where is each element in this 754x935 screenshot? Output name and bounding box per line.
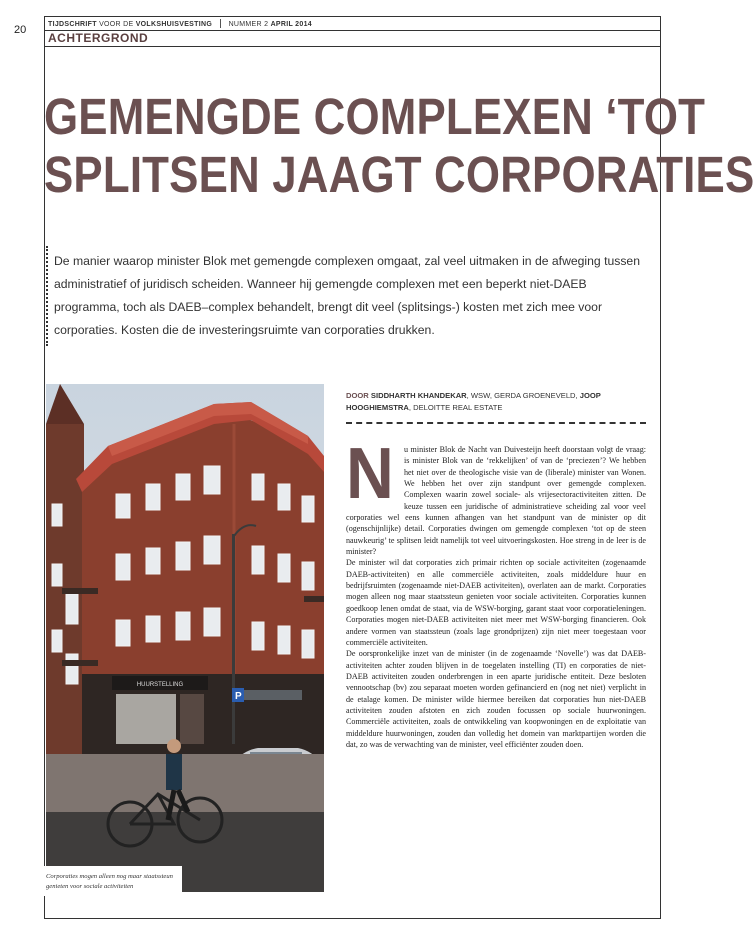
article-body [346, 434, 646, 750]
issue-date: APRIL 2014 [270, 21, 312, 28]
article-photo [46, 384, 324, 892]
header-rule-bottom [44, 46, 661, 47]
body-paragraph-3: De oorspronkelijke inzet van de minister (in de zogenaamde ‘Novelle’) was dat DAEB-activiteiten achter zouden blijven in de toegelaten instelling (TI) en corporaties de niet-DAEB activiteiten zouden onderbrengen in een aparte juridische entiteit. Deze besloten vennootschap (bv) zou separaat moeten worden gefinancierd en (nog net niet) verplicht in de etalage komen. De minister wilde hiermee bereiken dat corporaties hun niet-DAEB activiteiten zouden afstoten en zich zouden focussen op sociale huurwoningen. Commerciële activiteiten, zoals de ontwikkeling van koopwoningen en de exploitatie van middeldure huurwoningen, zouden dan volledig het domein van marktpartijen worden die dat, zo was de verwachting van de minister, veel efficiënter zouden doen. [346, 649, 646, 749]
article-intro: De manier waarop minister Blok met gemengde complexen omgaat, zal veel uitmaken in de afweging tussen administratief of juridisch scheiden. Wanneer hij gemengde complexen met een beperkt niet-DAEB programma, toch als DAEB–complex behandelt, brengt dit veel (splitsings-) kosten met zich mee voor corporaties. Kosten die de investeringsruimte van corporaties drukken. [54, 254, 640, 337]
byline [346, 390, 646, 414]
publication-name-bold-2: VOLKSHUISVESTING [135, 21, 213, 28]
byline-dashed-rule [346, 422, 646, 424]
parking-sign-glyph: P [235, 691, 242, 702]
article-headline [44, 88, 754, 204]
headline-line-1: GEMENGDE COMPLEXEN ‘TOT [44, 88, 706, 145]
byline-label: DOOR [346, 391, 369, 400]
intro-dotted-bar [46, 246, 48, 346]
page-number: 20 [14, 24, 27, 36]
building-photo-illustration [46, 384, 324, 892]
byline-org-2: , DELOITTE REAL ESTATE [408, 403, 503, 412]
header-rule-top [44, 16, 661, 17]
byline-author-2: JOOP HOOGHIEMSTRA [346, 391, 601, 412]
header-divider [220, 19, 221, 28]
byline-org-1: , WSW, GERDA GROENEVELD, [466, 391, 580, 400]
issue-number: NUMMER 2 [228, 21, 269, 28]
byline-author-1: SIDDHARTH KHANDEKAR [370, 391, 467, 400]
drop-cap: N [346, 434, 394, 514]
running-header [48, 19, 312, 28]
bottom-frame-line [44, 918, 661, 919]
body-paragraph-2: De minister wil dat corporaties zich primair richten op sociale activiteiten (zogenaamde DAEB-activiteiten) en alle commerciële activiteiten, zoals middeldure huur en bedrijfsruimten (zogenaamde niet-DAEB activiteiten), overlaten aan de markt. Corporaties mogen alleen nog maar staatssteun genieten voor sociale activiteiten. Corporaties kunnen goedkoop lenen omdat de staat, via de WSW-borging, garant staat voor corporatieleningen. Corporaties mogen niet-DAEB activiteiten niet meer met WSW-borging financieren. Ook andere vormen van staatssteun (zoals lage grondprijzen) zijn niet meer toegestaan voor commerciële activiteiten. [346, 558, 646, 647]
shop-sign-text: HUURSTELLING [136, 682, 184, 688]
publication-name-bold: TIJDSCHRIFT [48, 21, 97, 28]
photo-caption: Corporaties mogen alleen nog maar staatssteun genieten voor sociale activiteiten [40, 866, 182, 896]
section-label: ACHTERGROND [48, 31, 149, 45]
body-paragraph-1: u minister Blok de Nacht van Duivesteijn heeft doorstaan volgt de vraag: is minister Blok van de ‘rekkelijken’ of van de ‘preciezen’? We hebben het niet over de theologische visie van de (liberale) minister van Wonen. We hebben het over zijn standpunt over gemengde complexen. Complexen waarin zowel sociale- als vrijesectoractiviteiten zitten. De keuze tussen een juridische of administratieve scheiding zal voor veel corporaties wel eens kunnen afhangen van het standpunt van de minister op dit (ogenschijnlijke) detail. Corporaties dwingen om gemengde complexen ‘tot op de steen nauwkeurig’ te splitsen leidt namelijk tot veel uitvoeringskosten. Hoe streng in de leer is de minister? [346, 445, 646, 557]
publication-name-middle: VOOR DE [99, 21, 134, 28]
headline-line-2: SPLITSEN JAAGT CORPORATIES [44, 146, 754, 203]
